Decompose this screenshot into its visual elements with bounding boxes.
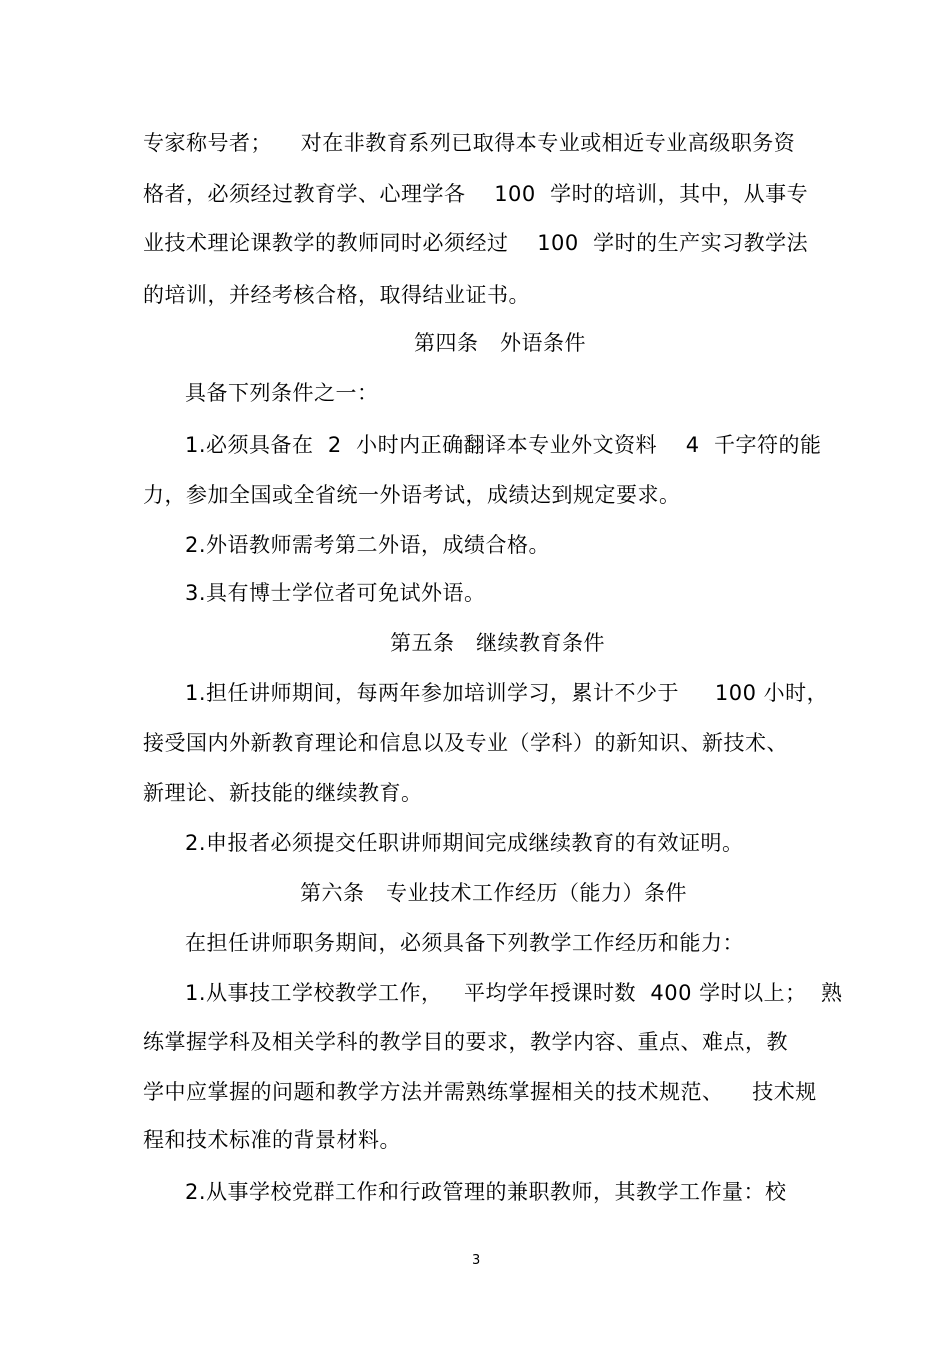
text-line: 1.从事技工学校教学工作， 平均学年授课时数 400 学时以上； 熟 — [185, 981, 843, 1005]
text-line: 在担任讲师职务期间，必须具备下列教学工作经历和能力： — [185, 931, 744, 955]
text-line: 具备下列条件之一： — [185, 381, 379, 405]
page-number: 3 — [472, 1253, 481, 1268]
article-heading: 第六条 专业技术工作经历（能力）条件 — [300, 881, 688, 905]
article-heading: 第四条 外语条件 — [414, 331, 587, 355]
text-line: 1.必须具备在 2 小时内正确翻译本专业外文资料 4 千字符的能 — [185, 433, 822, 457]
text-line: 专家称号者； 对在非教育系列已取得本专业或相近专业高级职务资 — [143, 131, 796, 155]
text-line: 1.担任讲师期间，每两年参加培训学习，累计不少于 100 小时， — [185, 681, 829, 705]
text-line: 学中应掌握的问题和教学方法并需熟练掌握相关的技术规范、 技术规 — [143, 1080, 817, 1104]
article-heading: 第五条 继续教育条件 — [390, 631, 606, 655]
text-line: 程和技术标准的背景材料。 — [143, 1128, 401, 1152]
text-line: 的培训，并经考核合格，取得结业证书。 — [143, 283, 530, 307]
text-line: 接受国内外新教育理论和信息以及专业（学科）的新知识、新技术、 — [143, 731, 788, 755]
text-line: 2.申报者必须提交任职讲师期间完成继续教育的有效证明。 — [185, 831, 744, 855]
text-line: 2.从事学校党群工作和行政管理的兼职教师，其教学工作量：校 — [185, 1180, 787, 1204]
text-line: 力，参加全国或全省统一外语考试，成绩达到规定要求。 — [143, 483, 681, 507]
text-line: 2.外语教师需考第二外语，成绩合格。 — [185, 533, 551, 557]
text-line: 3.具有博士学位者可免试外语。 — [185, 581, 486, 605]
text-line: 新理论、新技能的继续教育。 — [143, 781, 423, 805]
text-line: 格者，必须经过教育学、心理学各 100 学时的培训，其中，从事专 — [143, 182, 809, 206]
text-line: 练掌握学科及相关学科的教学目的要求，教学内容、重点、难点，教 — [143, 1030, 788, 1054]
text-line: 业技术理论课教学的教师同时必须经过 100 学时的生产实习教学法 — [143, 231, 809, 255]
